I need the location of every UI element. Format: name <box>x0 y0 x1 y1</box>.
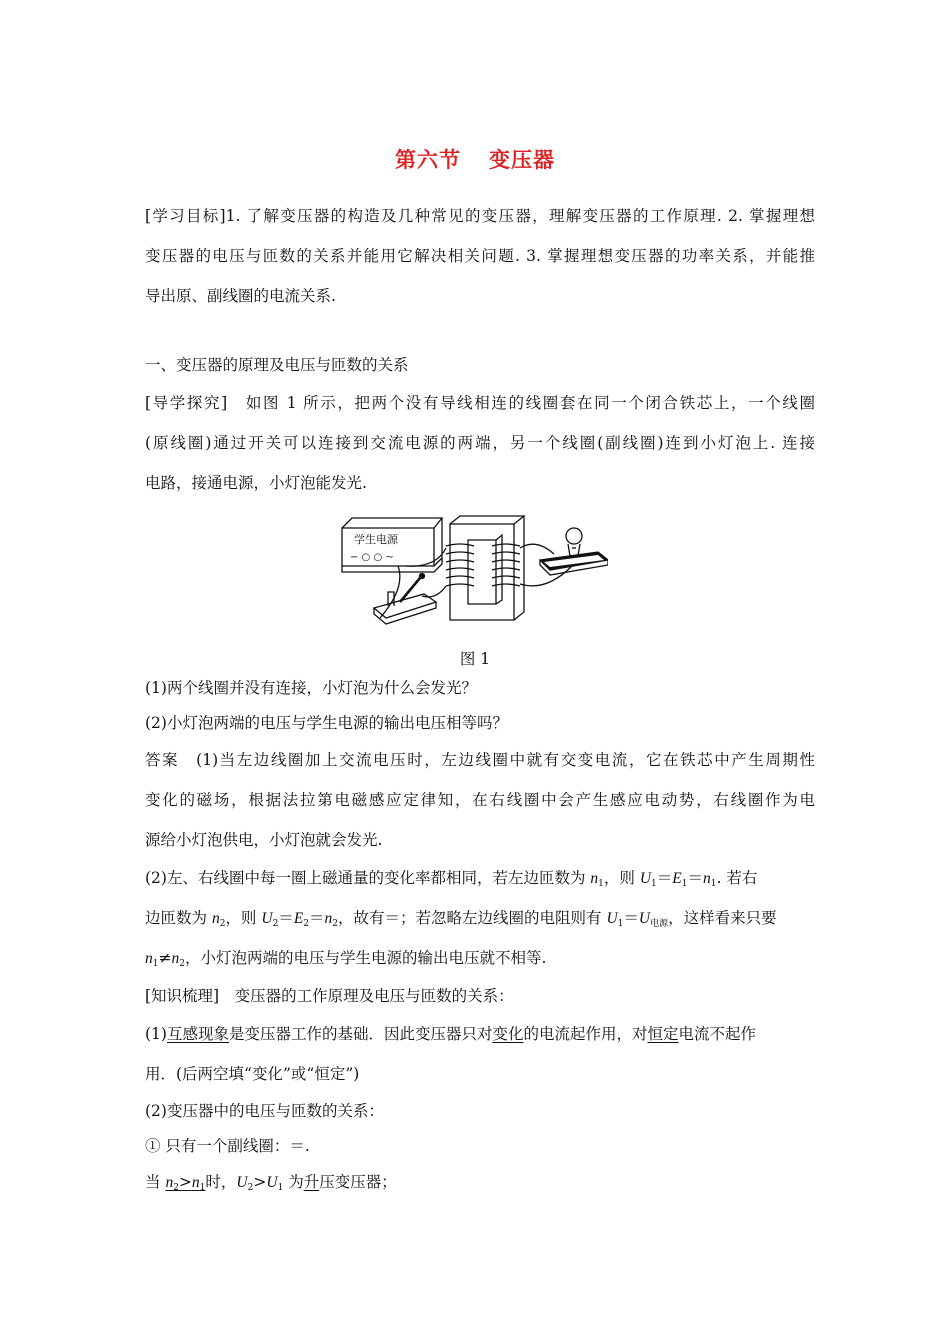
figure-caption: 图 1 <box>459 650 491 668</box>
section-heading: 一、变压器的原理及电压与匝数的关系 <box>145 356 409 374</box>
explore-line-3: 电路，接通电源，小灯泡能发光. <box>145 474 367 492</box>
answer-line-6: $n_1\ne n_2$，小灯泡两端的电压与学生电源的输出电压就不相等. <box>145 949 547 969</box>
answer-line-4: (2)左、右线圈中每一圈上磁通量的变化率都相同，若左边匝数为 $n_1$，则 $U_1=E_1=n_1$. 若右 <box>145 869 758 889</box>
switch <box>374 574 436 625</box>
knowledge-line-4: ① 只有一个副线圈：＝. <box>145 1137 310 1155</box>
power-supply-label: 学生电源 <box>354 533 398 546</box>
answer-line-3: 源给小灯泡供电，小灯泡就会发光. <box>145 831 383 849</box>
knowledge-line-5: 当 $n_2>n_1$时，$U_2>U_1$ 为升压变压器； <box>145 1173 397 1193</box>
power-terminals: − ○ ○ ~ <box>350 552 394 563</box>
knowledge-line-1: (1)互感现象是变压器工作的基础．因此变压器只对变化的电流起作用，对恒定电流不起作 <box>145 1025 757 1043</box>
knowledge-line-3: (2)变压器中的电压与匝数的关系： <box>145 1102 384 1120</box>
explore-line-1: [导学探究] 如图 1 所示，把两个没有导线相连的线圈套在同一个闭合铁芯上，一个线圈 <box>145 394 815 412</box>
objectives-line-3: 导出原、副线圈的电流关系. <box>145 287 336 305</box>
transformer-figure <box>336 508 608 636</box>
answer-line-2: 变化的磁场，根据法拉第电磁感应定律知，在右线圈中会产生感应电动势，右线圈作为电 <box>145 791 815 809</box>
knowledge-line-2: 用．(后两空填“变化”或“恒定”) <box>145 1065 360 1083</box>
explore-line-2: (原线圈)通过开关可以连接到交流电源的两端，另一个线圈(副线圈)连到小灯泡上. 连接 <box>145 434 815 452</box>
knowledge-heading: [知识梳理] 变压器的工作原理及电压与匝数的关系： <box>145 987 514 1005</box>
page-title: 第六节 变压器 <box>395 148 555 172</box>
objectives-line-2: 变压器的电压与匝数的关系并能用它解决相关问题. 3. 掌握理想变压器的功率关系，并能推 <box>145 247 815 265</box>
objectives-line-1: [学习目标]1. 了解变压器的构造及几种常见的变压器，理解变压器的工作原理. 2. 掌握理想 <box>145 207 815 225</box>
question-2: (2)小灯泡两端的电压与学生电源的输出电压相等吗？ <box>145 714 508 732</box>
answer-line-5: 边匝数为 $n_2$，则 $U_2=E_2=n_2$，故有＝；若忽略左边线圈的电阻则有 $U_1=U_{电源}$，这样看来只要 <box>145 909 777 929</box>
wire <box>520 566 572 586</box>
answer-line-1: 答案 (1)当左边线圈加上交流电压时，左边线圈中就有交变电流，它在铁芯中产生周期性 <box>145 751 815 769</box>
question-1: (1)两个线圈并没有连接，小灯泡为什么会发光？ <box>145 679 477 697</box>
wire <box>520 544 554 554</box>
wire <box>406 548 446 566</box>
